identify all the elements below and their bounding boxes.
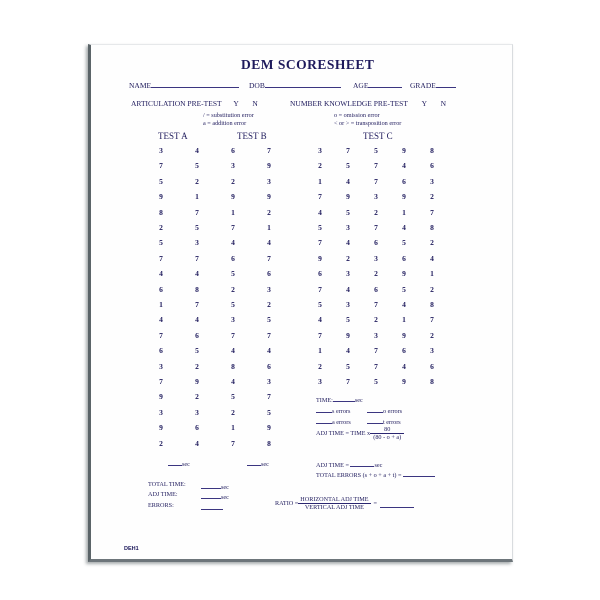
test-c-digit[interactable]: 7 — [318, 238, 322, 248]
test-a-col1-digit[interactable]: 9 — [159, 192, 163, 202]
test-b-col1-digit[interactable]: 7 — [231, 330, 235, 340]
test-c-digit[interactable]: 7 — [374, 300, 378, 309]
test-c-digit[interactable]: 7 — [346, 146, 350, 155]
number-knowledge-no-option[interactable]: N — [440, 99, 447, 108]
test-c-digit[interactable]: 7 — [318, 330, 322, 340]
age-field[interactable]: AGE — [353, 80, 402, 90]
test-b-col2-digit[interactable]: 7 — [267, 253, 271, 263]
test-a-col1-digit[interactable]: 5 — [159, 238, 163, 248]
test-c-digit[interactable]: 6 — [402, 253, 406, 263]
test-c-digit[interactable]: 4 — [346, 284, 350, 294]
test-a-col2-digit[interactable]: 2 — [195, 361, 199, 371]
test-c-digit[interactable]: 3 — [318, 377, 322, 386]
test-a-col2-digit[interactable]: 8 — [195, 284, 199, 294]
test-c-digit[interactable]: 9 — [402, 192, 406, 202]
test-b-col1-digit[interactable]: 6 — [231, 253, 235, 263]
legend-omission: o = omission error — [334, 112, 380, 119]
test-b-col1-digit[interactable]: 4 — [231, 377, 235, 386]
test-c-digit[interactable]: 3 — [374, 192, 378, 202]
form-code: DEH1 — [124, 546, 139, 552]
test-c-digit[interactable]: 6 — [374, 284, 378, 294]
test-b-col1-digit[interactable]: 9 — [231, 192, 235, 202]
test-a-col1-digit[interactable]: 7 — [159, 330, 163, 340]
number-knowledge-pretest: NUMBER KNOWLEDGE PRE-TEST Y N — [290, 99, 447, 108]
test-c-digit[interactable]: 2 — [374, 315, 378, 325]
test-a-col2-digit[interactable]: 6 — [195, 423, 199, 433]
test-c-digit[interactable]: 5 — [346, 361, 350, 371]
test-a-col1-digit[interactable]: 4 — [159, 269, 163, 279]
grade-field[interactable]: GRADE — [410, 80, 456, 90]
test-b-col1-digit[interactable]: 3 — [231, 161, 235, 171]
test-c-digit[interactable]: 3 — [346, 223, 350, 232]
test-b-col2-digit[interactable]: 3 — [267, 377, 271, 386]
test-c-digit[interactable]: 4 — [402, 161, 406, 171]
test-b-col1-digit[interactable]: 3 — [231, 315, 235, 325]
page-title: DEM SCORESHEET — [241, 57, 375, 72]
test-c-digit[interactable]: 1 — [402, 207, 406, 217]
test-a-col2-digit[interactable]: 4 — [195, 315, 199, 325]
test-b-col2-digit[interactable]: 3 — [267, 284, 271, 294]
test-b-col1-digit[interactable]: 1 — [231, 207, 235, 217]
test-c-digit[interactable]: 7 — [318, 284, 322, 294]
test-a-col1-digit[interactable]: 3 — [159, 146, 163, 155]
test-c-digit[interactable]: 4 — [318, 207, 322, 217]
test-c-digit[interactable]: 3 — [430, 176, 434, 186]
test-a-col2-digit[interactable]: 4 — [195, 438, 199, 448]
test-a-col2-digit[interactable]: 5 — [195, 161, 199, 171]
test-c-digit[interactable]: 2 — [374, 269, 378, 279]
test-b-col2-digit[interactable]: 7 — [267, 392, 271, 402]
a-errors-field[interactable]: a errors — [316, 416, 351, 426]
test-c-digit[interactable]: 7 — [374, 161, 378, 171]
scoresheet-page — [88, 44, 513, 562]
test-b-col2-digit[interactable]: 5 — [267, 407, 271, 417]
adj-time-label: ADJ TIME: — [148, 491, 178, 498]
ratio-field[interactable] — [380, 500, 414, 508]
test-b-col2-digit[interactable]: 1 — [267, 223, 271, 232]
test-b-col1-digit[interactable]: 2 — [231, 176, 235, 186]
adj-time-formula: ADJ TIME = TIME x $\frac{80}{(80 - o + a)}$ — [316, 426, 404, 441]
test-b-col2-digit[interactable]: 5 — [267, 315, 271, 325]
test-c-digit[interactable]: 5 — [402, 284, 406, 294]
test-c-digit[interactable]: 7 — [374, 361, 378, 371]
test-c-digit[interactable]: 9 — [346, 192, 350, 202]
test-c-digit[interactable]: 9 — [318, 253, 322, 263]
test-c-digit[interactable]: 4 — [402, 300, 406, 309]
adj-formula-denominator: (80 - o + a) — [373, 434, 402, 441]
test-c-digit[interactable]: 6 — [430, 161, 434, 171]
test-b-col2-digit[interactable]: 2 — [267, 207, 271, 217]
articulation-pretest: ARTICULATION PRE-TEST Y N — [131, 99, 258, 108]
test-c-digit[interactable]: 5 — [318, 223, 322, 232]
test-a-col2-digit[interactable]: 5 — [195, 223, 199, 232]
test-b-sec-field[interactable]: sec — [247, 458, 269, 468]
test-c-digit[interactable]: 6 — [402, 346, 406, 356]
test-c-digit[interactable]: 3 — [374, 330, 378, 340]
ratio-formula: RATIO = $\frac{\text{HORIZONTAL ADJ TIME}}{\text{VERTICAL ADJ TIME}}$ = — [275, 496, 414, 511]
test-c-digit[interactable]: 5 — [346, 207, 350, 217]
test-a-col1-digit[interactable]: 9 — [159, 423, 163, 433]
test-b-col2-digit[interactable]: 2 — [267, 300, 271, 309]
test-a-col2-digit[interactable]: 4 — [195, 269, 199, 279]
test-b-col2-digit[interactable]: 9 — [267, 423, 271, 433]
test-a-col2-digit[interactable]: 6 — [195, 330, 199, 340]
test-b-col1-digit[interactable]: 5 — [231, 392, 235, 402]
errors-label: ERRORS: — [148, 502, 174, 509]
test-a-col2-digit[interactable]: 5 — [195, 346, 199, 356]
test-a-col2-digit[interactable]: 7 — [195, 300, 199, 309]
total-errors-field[interactable]: TOTAL ERRORS (s + o + a + t) = — [316, 469, 435, 479]
test-c-digit[interactable]: 2 — [346, 253, 350, 263]
test-c-digit[interactable]: 6 — [430, 361, 434, 371]
test-a-col2-digit[interactable]: 9 — [195, 377, 199, 386]
test-b-col2-digit[interactable]: 8 — [267, 438, 271, 448]
test-a-col1-digit[interactable]: 3 — [159, 407, 163, 417]
test-c-digit[interactable]: 4 — [430, 253, 434, 263]
test-c-digit[interactable]: 6 — [318, 269, 322, 279]
test-c-digit[interactable]: 3 — [346, 269, 350, 279]
test-c-digit[interactable]: 3 — [318, 146, 322, 155]
test-c-digit[interactable]: 7 — [374, 223, 378, 232]
test-a-col2-digit[interactable]: 3 — [195, 238, 199, 248]
adj-formula-numerator: 80 — [370, 426, 404, 434]
test-c-digit[interactable]: 1 — [318, 346, 322, 356]
test-c-digit[interactable]: 7 — [374, 346, 378, 356]
test-b-col2-digit[interactable]: 4 — [267, 238, 271, 248]
test-c-digit[interactable]: 2 — [430, 238, 434, 248]
test-c-digit[interactable]: 3 — [346, 300, 350, 309]
test-b-col1-digit[interactable]: 2 — [231, 407, 235, 417]
test-c-digit[interactable]: 8 — [430, 377, 434, 386]
legend-transposition: < or > = transposition error — [334, 120, 402, 127]
test-a-col2-digit[interactable]: 7 — [195, 207, 199, 217]
test-c-digit[interactable]: 9 — [402, 377, 406, 386]
test-b-col1-digit[interactable]: 2 — [231, 284, 235, 294]
test-c-digit[interactable]: 5 — [374, 146, 378, 155]
test-a-col2-digit[interactable]: 4 — [195, 146, 199, 155]
test-c-digit[interactable]: 4 — [402, 361, 406, 371]
test-c-digit[interactable]: 7 — [374, 176, 378, 186]
test-c-digit[interactable]: 7 — [430, 315, 434, 325]
test-c-heading: TEST C — [363, 131, 393, 141]
dob-field[interactable]: DOB — [249, 80, 341, 90]
legend-substitution: / = substitution error — [203, 112, 254, 119]
test-c-time-field[interactable]: TIME: sec — [316, 394, 363, 404]
test-c-digit[interactable]: 1 — [402, 315, 406, 325]
test-a-col2-digit[interactable]: 1 — [195, 192, 199, 202]
test-b-col1-digit[interactable]: 7 — [231, 438, 235, 448]
test-c-digit[interactable]: 5 — [402, 238, 406, 248]
test-b-col2-digit[interactable]: 6 — [267, 269, 271, 279]
number-knowledge-yes-option[interactable]: Y — [421, 99, 427, 108]
test-a-col1-digit[interactable]: 7 — [159, 161, 163, 171]
errors-field[interactable] — [201, 502, 223, 512]
test-c-digit[interactable]: 9 — [402, 269, 406, 279]
test-b-col1-digit[interactable]: 4 — [231, 346, 235, 356]
test-a-sec-field[interactable]: sec — [168, 458, 190, 468]
test-c-digit[interactable]: 1 — [318, 176, 322, 186]
test-a-col1-digit[interactable]: 1 — [159, 300, 163, 309]
test-b-col1-digit[interactable]: 6 — [231, 146, 235, 155]
test-c-digit[interactable]: 2 — [430, 284, 434, 294]
test-c-digit[interactable]: 7 — [346, 377, 350, 386]
test-c-digit[interactable]: 8 — [430, 223, 434, 232]
test-c-digit[interactable]: 6 — [374, 238, 378, 248]
test-c-digit[interactable]: 9 — [402, 146, 406, 155]
test-b-heading: TEST B — [237, 131, 267, 141]
test-c-digit[interactable]: 1 — [430, 269, 434, 279]
test-b-col2-digit[interactable]: 7 — [267, 146, 271, 155]
test-c-digit[interactable]: 6 — [402, 176, 406, 186]
test-c-digit[interactable]: 2 — [374, 207, 378, 217]
test-c-digit[interactable]: 9 — [402, 330, 406, 340]
test-a-col1-digit[interactable]: 5 — [159, 176, 163, 186]
test-c-digit[interactable]: 4 — [346, 238, 350, 248]
test-c-digit[interactable]: 5 — [346, 315, 350, 325]
test-c-digit[interactable]: 4 — [346, 176, 350, 186]
articulation-no-option[interactable]: N — [252, 99, 258, 108]
test-b-col1-digit[interactable]: 5 — [231, 300, 235, 309]
ratio-numerator: HORIZONTAL ADJ TIME — [300, 496, 369, 503]
test-c-digit[interactable]: 9 — [346, 330, 350, 340]
test-a-col2-digit[interactable]: 7 — [195, 253, 199, 263]
test-a-col1-digit[interactable]: 2 — [159, 223, 163, 232]
test-c-adj-time-field[interactable]: ADJ TIME = sec — [316, 459, 382, 469]
test-c-digit[interactable]: 2 — [430, 192, 434, 202]
test-a-col2-digit[interactable]: 2 — [195, 176, 199, 186]
o-errors-field[interactable]: o errors — [367, 405, 402, 415]
test-a-col1-digit[interactable]: 7 — [159, 377, 163, 386]
test-a-col1-digit[interactable]: 6 — [159, 284, 163, 294]
test-b-col1-digit[interactable]: 4 — [231, 238, 235, 248]
test-c-digit[interactable]: 4 — [402, 223, 406, 232]
t-errors-field[interactable]: t errors — [367, 416, 401, 426]
test-c-digit[interactable]: 7 — [318, 192, 322, 202]
test-b-col2-digit[interactable]: 7 — [267, 330, 271, 340]
test-a-col1-digit[interactable]: 4 — [159, 315, 163, 325]
test-b-col2-digit[interactable]: 9 — [267, 192, 271, 202]
test-a-heading: TEST A — [158, 131, 188, 141]
name-field[interactable]: NAME — [129, 80, 239, 90]
test-a-col1-digit[interactable]: 9 — [159, 392, 163, 402]
legend-addition: a = addition error — [203, 120, 247, 127]
test-b-col2-digit[interactable]: 9 — [267, 161, 271, 171]
test-c-digit[interactable]: 3 — [374, 253, 378, 263]
test-c-digit[interactable]: 2 — [430, 330, 434, 340]
test-c-digit[interactable]: 2 — [318, 161, 322, 171]
test-b-col1-digit[interactable]: 1 — [231, 423, 235, 433]
test-b-col1-digit[interactable]: 8 — [231, 361, 235, 371]
total-time-field[interactable]: sec — [201, 481, 229, 491]
test-b-col1-digit[interactable]: 5 — [231, 269, 235, 279]
test-c-digit[interactable]: 4 — [318, 315, 322, 325]
test-c-digit[interactable]: 3 — [430, 346, 434, 356]
test-a-col1-digit[interactable]: 6 — [159, 346, 163, 356]
test-a-col1-digit[interactable]: 7 — [159, 253, 163, 263]
total-time-label: TOTAL TIME: — [148, 481, 186, 488]
test-c-digit[interactable]: 5 — [318, 300, 322, 309]
test-a-col1-digit[interactable]: 8 — [159, 207, 163, 217]
adj-time-field[interactable]: sec — [201, 491, 229, 501]
test-c-digit[interactable]: 5 — [374, 377, 378, 386]
test-c-digit[interactable]: 4 — [346, 346, 350, 356]
articulation-yes-option[interactable]: Y — [233, 99, 239, 108]
test-b-col2-digit[interactable]: 6 — [267, 361, 271, 371]
test-a-col2-digit[interactable]: 2 — [195, 392, 199, 402]
test-b-col2-digit[interactable]: 3 — [267, 176, 271, 186]
test-b-col2-digit[interactable]: 4 — [267, 346, 271, 356]
test-a-col1-digit[interactable]: 3 — [159, 361, 163, 371]
test-c-digit[interactable]: 5 — [346, 161, 350, 171]
test-a-col1-digit[interactable]: 2 — [159, 438, 163, 448]
test-c-digit[interactable]: 8 — [430, 146, 434, 155]
test-c-digit[interactable]: 2 — [318, 361, 322, 371]
test-c-digit[interactable]: 8 — [430, 300, 434, 309]
test-c-digit[interactable]: 7 — [430, 207, 434, 217]
s-errors-field[interactable]: s errors — [316, 405, 350, 415]
test-b-col1-digit[interactable]: 7 — [231, 223, 235, 232]
ratio-denominator: VERTICAL ADJ TIME — [304, 504, 364, 511]
test-a-col2-digit[interactable]: 3 — [195, 407, 199, 417]
